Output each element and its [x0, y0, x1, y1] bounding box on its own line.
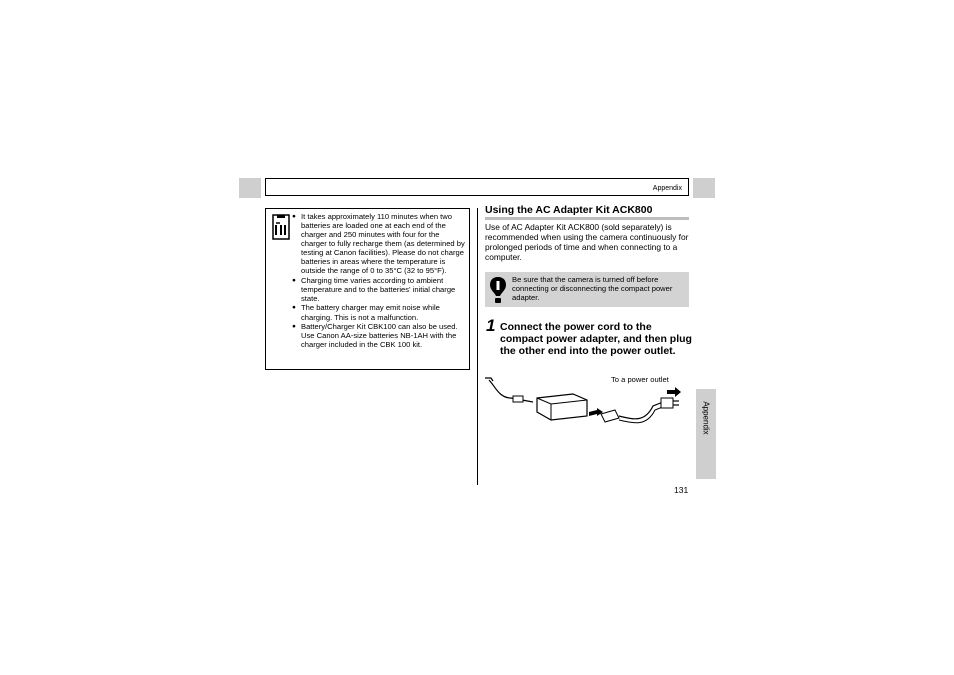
note-item: ● Battery/Charger Kit CBK100 can also be used. Use Canon AA-size batteries NB-1AH with the charger included in the CBK 100 kit.	[292, 322, 466, 349]
column-divider	[477, 208, 478, 485]
section-intro: Use of AC Adapter Kit ACK800 (sold separately) is recommended when using the camera continuously for prolonged periods of time and when connecting to a computer.	[485, 222, 689, 262]
note-item: ● Charging time varies according to ambient temperature and to the batteries' initial charge state.	[292, 276, 466, 303]
caution-box	[485, 272, 689, 307]
note-item: ● It takes approximately 110 minutes when two batteries are loaded one at each end of the charger and 250 minutes with four for the charger to fully recharge them (as determined by testing at Canon facilities). Please do not charge batteries in areas where the temperature is outside the range of 0 to 35°C (32 to 95°F).	[292, 212, 466, 275]
running-header	[265, 178, 689, 196]
caution-text: Be sure that the camera is turned off before connecting or disconnecting the compact power adapter.	[512, 275, 673, 303]
page-number: 131	[674, 485, 689, 495]
figure-caption: To a power outlet	[611, 375, 669, 384]
appendix-side-label: Appendix	[701, 401, 711, 435]
note-icon	[271, 214, 291, 240]
caution-icon	[489, 276, 507, 304]
note-item: ● The battery charger may emit noise while charging. This is not a malfunction.	[292, 303, 466, 321]
step-number: 1	[486, 316, 496, 335]
note-list	[292, 212, 466, 350]
note-box	[265, 208, 470, 370]
ac-adapter-illustration	[485, 372, 691, 442]
section-title-rule	[485, 217, 689, 220]
section-title: Using the AC Adapter Kit ACK800	[485, 204, 653, 216]
left-corner-tab	[239, 178, 261, 198]
step-instruction: Connect the power cord to the compact power adapter, and then plug the other end into the power outlet.	[500, 321, 692, 357]
right-corner-tab	[693, 178, 715, 198]
header-section-label: Appendix	[652, 185, 682, 192]
